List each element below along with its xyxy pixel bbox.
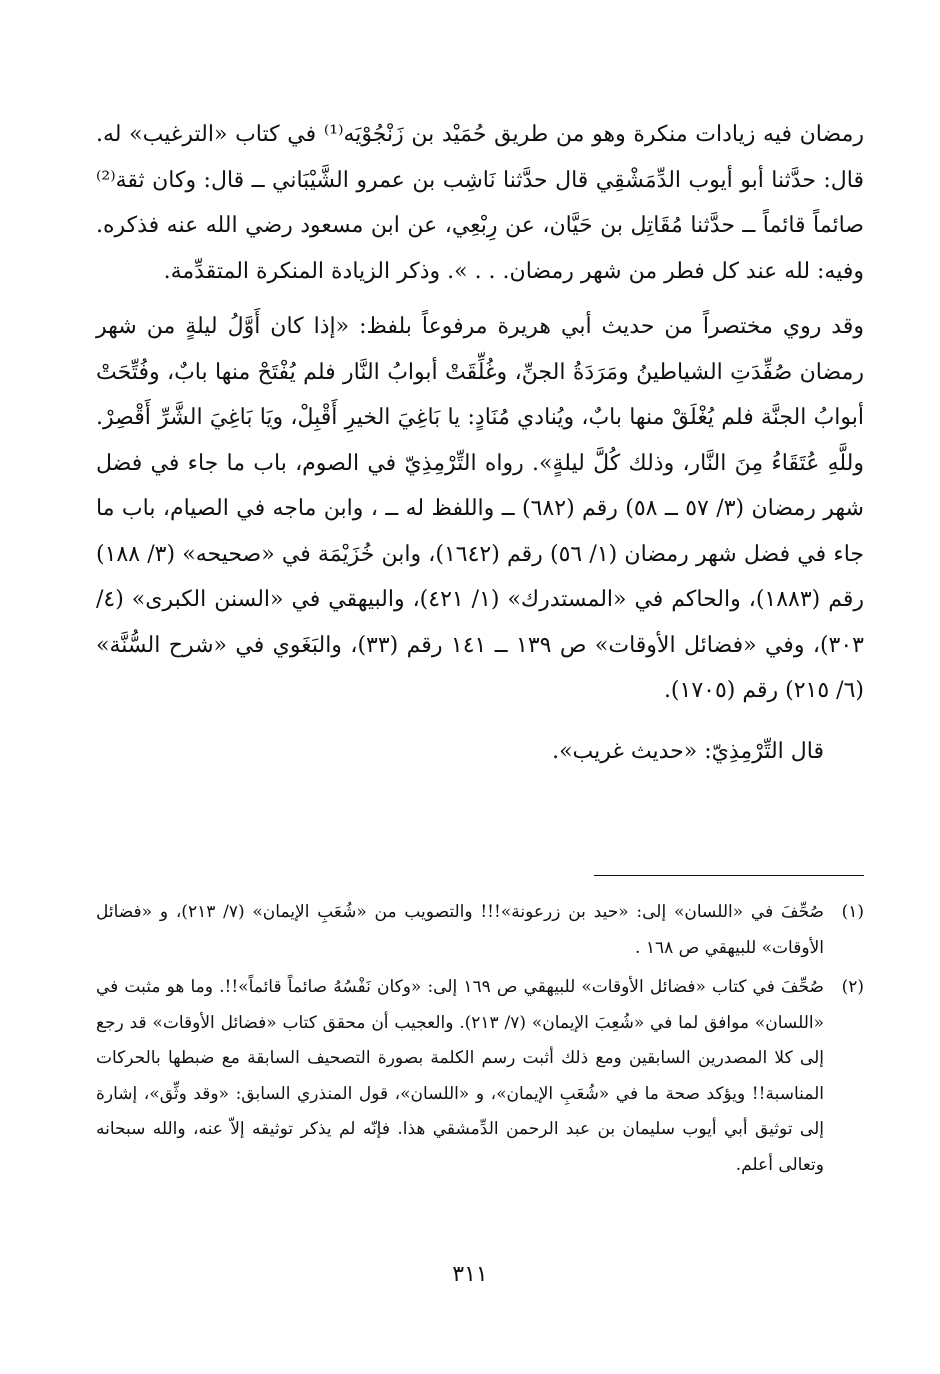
footnotes — [96, 895, 864, 1183]
footnote-text: صُحِّفَ في «اللسان» إلى: «حيد بن زرعونة»!!! والتصويب من «شُعَبِ الإيمان» (٧/ ٢١٣)، و «فضائل الأوقات» للبيهقي ص ١٦٨ . — [96, 902, 824, 958]
footnote-number: (٢) — [841, 977, 864, 997]
main-paragraph: رمضان فيه زيادات منكرة وهو من طريق حُمَيْد بن زَنْجُوْيَه⁽¹⁾ في كتاب «الترغيب» له. قال: حدَّثنا أبو أيوب الدِّمَشْقِي قال حدَّثنا نَاشِب بن عمرو الشَّيْبَاني ــ قال: وكان ثقة⁽²⁾ صائماً قائماً ــ حدَّثنا مُقَاتِل بن حَيَّان، عن رِبْعِي، عن ابن مسعود رضي الله عنه فذكره. وفيه: لله عند كل فطر من شهر رمضان. . . ». وذكر الزيادة المنكرة المتقدِّمة. — [96, 122, 864, 284]
page-number: ٣١١ — [452, 1262, 488, 1287]
main-paragraph: وقد روي مختصراً من حديث أبي هريرة مرفوعاً بلفظ: «إذا كان أَوَّلُ ليلةٍ من شهر رمضان صُفِّدَتِ الشياطينُ ومَرَدَةُ الجنِّ، وغُلِّقَتْ أبوابُ النَّار فلم يُفْتَحْ منها بابٌ، وفُتِّحَتْ أبوابُ الجنَّة فلم يُغْلَقْ منها بابٌ، ويُنادي مُنَادٍ: يا بَاغِيَ الخيرِ أَقْبِلْ، ويَا بَاغِيَ الشَّرِّ أَقْصِرْ. وللَّهِ عُتَقَاءُ مِنَ النَّار، وذلك كُلَّ ليلةٍ». رواه التِّرْمِذِيّ في الصوم، باب ما جاء في فضل شهر رمضان (٣/ ٥٧ ــ ٥٨) رقم (٦٨٢) ــ واللفظ له ــ ، وابن ماجه في الصيام، باب ما جاء في فضل شهر رمضان (١/ ٥٦) رقم (١٦٤٢)، وابن خُزَيْمَة في «صحيحه» (٣/ ١٨٨) رقم (١٨٨٣)، والحاكم في «المستدرك» (١/ ٤٢١)، والبيهقي في «السنن الكبرى» (٤/ ٣٠٣)، وفي «فضائل الأوقات» ص ١٣٩ ــ ١٤١ رقم (٣٣)، والبَغَوي في «شرح السُّنَّة» (٦/ ٢١٥) رقم (١٧٠٥). — [96, 314, 865, 703]
main-text — [96, 112, 864, 772]
footnote-separator — [594, 875, 864, 876]
footnote-number: (١) — [841, 902, 864, 922]
tirmidhi-quote: قال التِّرْمِذِيّ: «حديث غريب». — [552, 738, 824, 764]
footnote — [96, 970, 864, 1183]
footnote — [96, 895, 864, 966]
footnote-text: صُحِّفَ في كتاب «فضائل الأوقات» للبيهقي ص ١٦٩ إلى: «وكان نَفْسُهُ صائماً قائماً»!!. وما هو مثبت في «اللسان» موافق لما في «شُعِبَ الإيمان» (٧/ ٢١٣). والعجيب أن محقق كتاب «فضائل الأوقات» قد رجع إلى كلا المصدرين السابقين ومع ذلك أثبت رسم الكلمة بصورة التصحيف السابقة مع ضبطها بالحركات المناسبة!! ويؤكد صحة ما في «شُعَبِ الإيمان»، و «اللسان»، قول المنذري السابق: «وقد وثِّق»، إشارة إلى توثيق أبي أيوب سليمان بن عبد الرحمن الدِّمشقي هذا. فإنّه لم يذكر توثيقه إلاّ عنه، والله سبحانه وتعالى أعلم. — [96, 977, 825, 1175]
